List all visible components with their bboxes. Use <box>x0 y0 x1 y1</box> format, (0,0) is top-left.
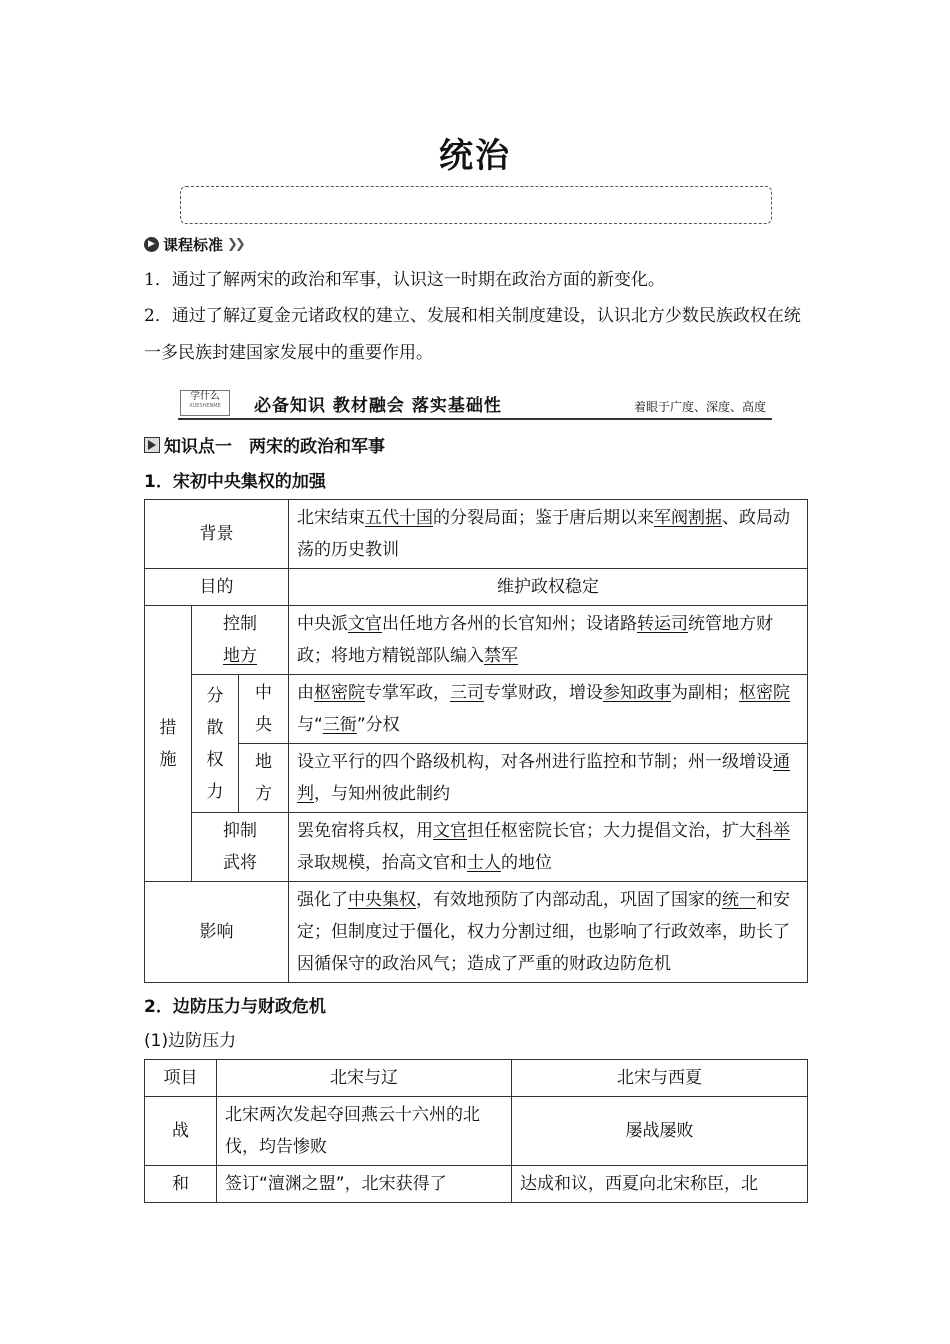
divide-label: 分 散 权 力 <box>192 675 239 813</box>
row-xixia: 达成和议，西夏向北宋称臣，北 <box>512 1166 808 1203</box>
control-label: 控制 地方 <box>192 606 289 675</box>
table-row <box>145 882 808 983</box>
section-banner <box>178 388 772 420</box>
row-liao: 签订“澶渊之盟”，北宋获得了 <box>217 1166 512 1203</box>
border-pressure-table <box>144 1059 808 1203</box>
table-row <box>145 1097 808 1166</box>
page-title: 统治 <box>439 136 511 176</box>
central-cell: 由枢密院专掌军政，三司专掌财政，增设参知政事为副相；枢密院与“三衙”分权 <box>289 675 808 744</box>
header-liao: 北宋与辽 <box>217 1060 512 1097</box>
banner-title: 必备知识 教材融会 落实基础性 <box>254 396 502 416</box>
row-item: 战 <box>145 1097 217 1166</box>
control-cell: 中央派文官出任地方各州的长官知州；设诸路转运司统管地方财政；将地方精锐部队编入禁军 <box>289 606 808 675</box>
double-chevron-icon: ❯❯ <box>227 237 243 252</box>
central-label: 中 央 <box>239 675 289 744</box>
course-standard-heading <box>144 234 243 255</box>
section2-subheading: (1)边防压力 <box>144 1031 237 1051</box>
course-standard-label: 课程标准 <box>163 236 224 254</box>
row-xixia: 屡战屡败 <box>512 1097 808 1166</box>
header-item: 项目 <box>145 1060 217 1097</box>
table-header-row <box>145 1060 808 1097</box>
standard-item-1: 1．通过了解两宋的政治和军事，认识这一时期在政治方面的新变化。 <box>144 270 665 290</box>
background-label: 背景 <box>145 500 289 569</box>
knowledge-point-label: 知识点一 两宋的政治和军事 <box>164 437 385 457</box>
title-frame <box>180 186 772 224</box>
purpose-label: 目的 <box>145 569 289 606</box>
impact-label: 影响 <box>145 882 289 983</box>
banner-subtitle: 着眼于广度、深度、高度 <box>633 400 766 414</box>
table-row <box>145 500 808 569</box>
logo-subtext: XUESHENME <box>189 403 221 409</box>
logo <box>180 390 230 416</box>
table-row <box>145 1166 808 1203</box>
section1-heading: 1．宋初中央集权的加强 <box>144 472 326 492</box>
row-liao: 北宋两次发起夺回燕云十六州的北伐，均告惨败 <box>217 1097 512 1166</box>
suppress-label: 抑制 武将 <box>192 813 289 882</box>
table-row <box>145 813 808 882</box>
impact-cell: 强化了中央集权，有效地预防了内部动乱，巩固了国家的统一和安定；但制度过于僵化，权力分割过细，也影响了行政效率，助长了因循保守的政治风气；造成了严重的财政边防危机 <box>289 882 808 983</box>
suppress-cell: 罢免宿将兵权，用文官担任枢密院长官；大力提倡文治，扩大科举录取规模，抬高文官和士人的地位 <box>289 813 808 882</box>
table-row <box>145 606 808 675</box>
measures-label: 措 施 <box>145 606 192 882</box>
local-cell: 设立平行的四个路级机构，对各州进行监控和节制；州一级增设通判，与知州彼此制约 <box>289 744 808 813</box>
play-icon: ▶ <box>144 237 159 252</box>
table-row <box>145 744 808 813</box>
header-xixia: 北宋与西夏 <box>512 1060 808 1097</box>
purpose-cell: 维护政权稳定 <box>289 569 808 606</box>
table-row <box>145 675 808 744</box>
section2-heading: 2．边防压力与财政危机 <box>144 997 326 1017</box>
local-label: 地 方 <box>239 744 289 813</box>
centralization-table <box>144 499 808 983</box>
arrow-box-icon <box>144 437 160 453</box>
knowledge-point-heading <box>144 432 385 457</box>
logo-text: 学什么 <box>190 391 220 402</box>
background-cell: 北宋结束五代十国的分裂局面；鉴于唐后期以来军阀割据、政局动荡的历史教训 <box>289 500 808 569</box>
standard-item-2: 2．通过了解辽夏金元诸政权的建立、发展和相关制度建设，认识北方少数民族政权在统一多民族封建国家发展中的重要作用。 <box>144 306 801 363</box>
row-item: 和 <box>145 1166 217 1203</box>
table-row <box>145 569 808 606</box>
